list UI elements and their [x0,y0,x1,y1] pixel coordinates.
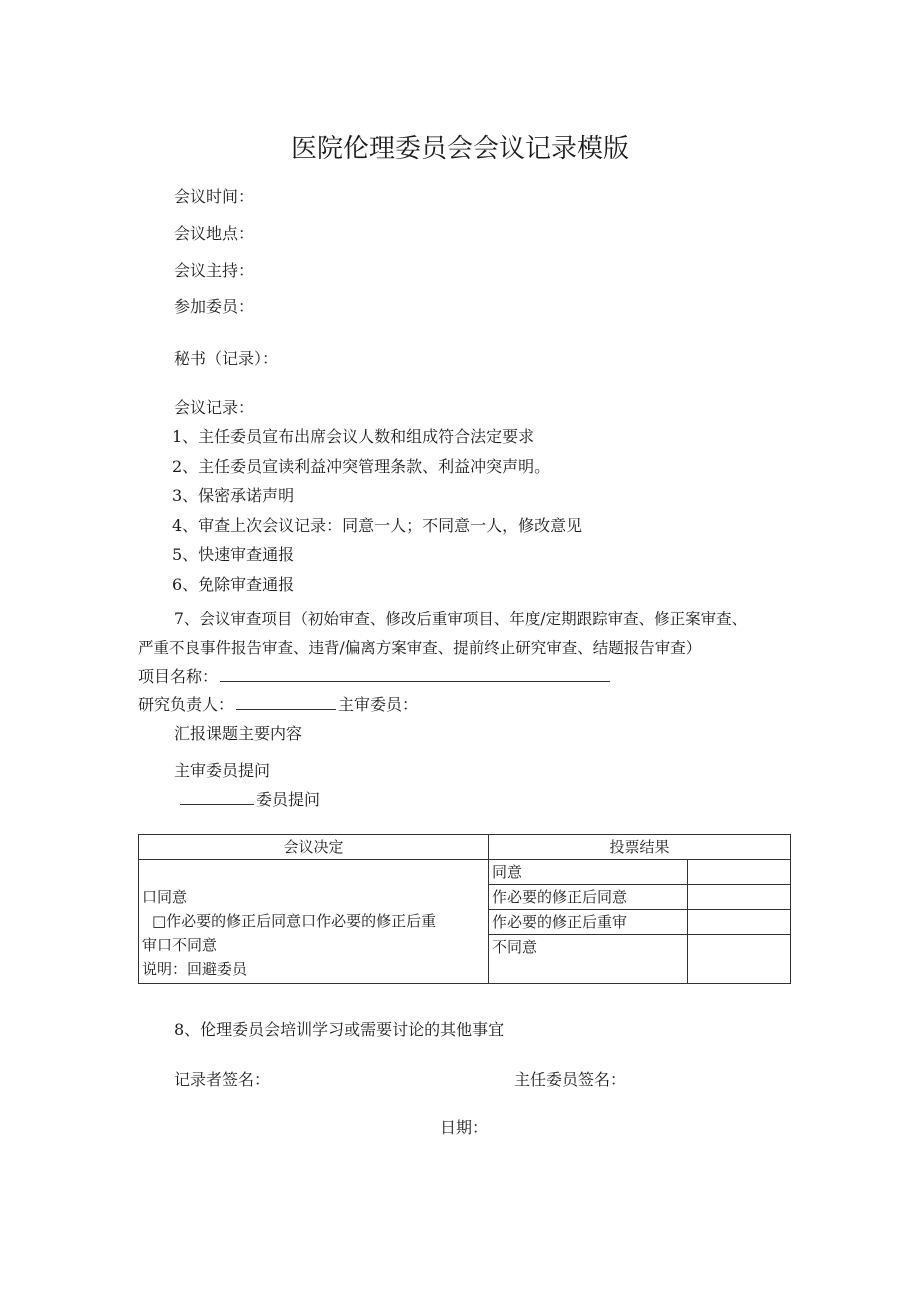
list-item: 4、审查上次会议记录：同意一人；不同意一人，修改意见 [172,516,583,535]
vote-count-cell[interactable] [688,935,791,984]
vote-count-cell[interactable] [688,860,791,885]
list-item: 5、快速审查通报 [172,545,295,564]
chair-signature: 主任委员签名： [514,1070,627,1089]
decision-header: 会议决定 [139,835,489,860]
vote-count-cell[interactable] [688,885,791,910]
decision-note: 说明：回避委员 [142,959,248,978]
project-name-label: 项目名称： [138,667,219,686]
item7-line1: 7、会议审查项目（初始审查、修改后重审项目、年度/定期跟踪审查、修正案审查、 [174,610,748,628]
item8: 8、伦理委员会培训学习或需要讨论的其他事宜 [174,1020,505,1039]
vote-header: 投票结果 [489,835,791,860]
decision-option-revise[interactable]: □作必要的修正后同意口作必要的修正后重 [152,911,437,930]
vote-option: 作必要的修正后重审 [489,910,688,935]
decision-cell [139,860,489,984]
reviewer-label: 主审委员： [338,695,419,714]
pi-blank[interactable] [236,708,336,710]
vote-option: 同意 [489,860,688,885]
decision-option-agree[interactable]: 口同意 [142,887,188,906]
vote-count-cell[interactable] [688,910,791,935]
vote-option: 作必要的修正后同意 [489,885,688,910]
field-meeting-place: 会议地点： [174,224,255,243]
field-meeting-host: 会议主持： [174,261,255,280]
member-question-blank[interactable] [180,803,254,805]
list-item: 1、主任委员宣布出席会议人数和组成符合法定要求 [172,427,535,446]
item7-line2: 严重不良事件报告审查、违背/偏离方案审查、提前终止研究审查、结题报告审查） [138,639,702,657]
recorder-signature: 记录者签名： [174,1070,271,1089]
field-secretary: 秘书（记录）： [174,349,279,368]
field-members: 参加委员： [174,297,255,316]
member-question-row [178,787,320,810]
decision-table [138,834,791,984]
field-record: 会议记录： [174,398,255,417]
list-item: 3、保密承诺声明 [172,486,295,505]
field-meeting-time: 会议时间： [174,187,255,206]
list-item: 6、免除审查通报 [172,575,295,594]
date-field: 日期： [440,1118,489,1137]
member-question-label: 委员提问 [256,790,321,809]
vote-option: 不同意 [489,935,688,984]
page-title: 医院伦理委员会会议记录模版 [290,134,629,164]
project-name-row [138,664,612,687]
project-name-blank[interactable] [220,680,610,682]
report-content: 汇报课题主要内容 [174,724,303,743]
reviewer-question: 主审委员提问 [174,761,271,780]
pi-row [138,692,418,715]
pi-label: 研究负责人： [138,695,235,714]
decision-option-disagree[interactable]: 审口不同意 [142,935,218,954]
list-item: 2、主任委员宣读利益冲突管理条款、利益冲突声明。 [172,457,551,476]
